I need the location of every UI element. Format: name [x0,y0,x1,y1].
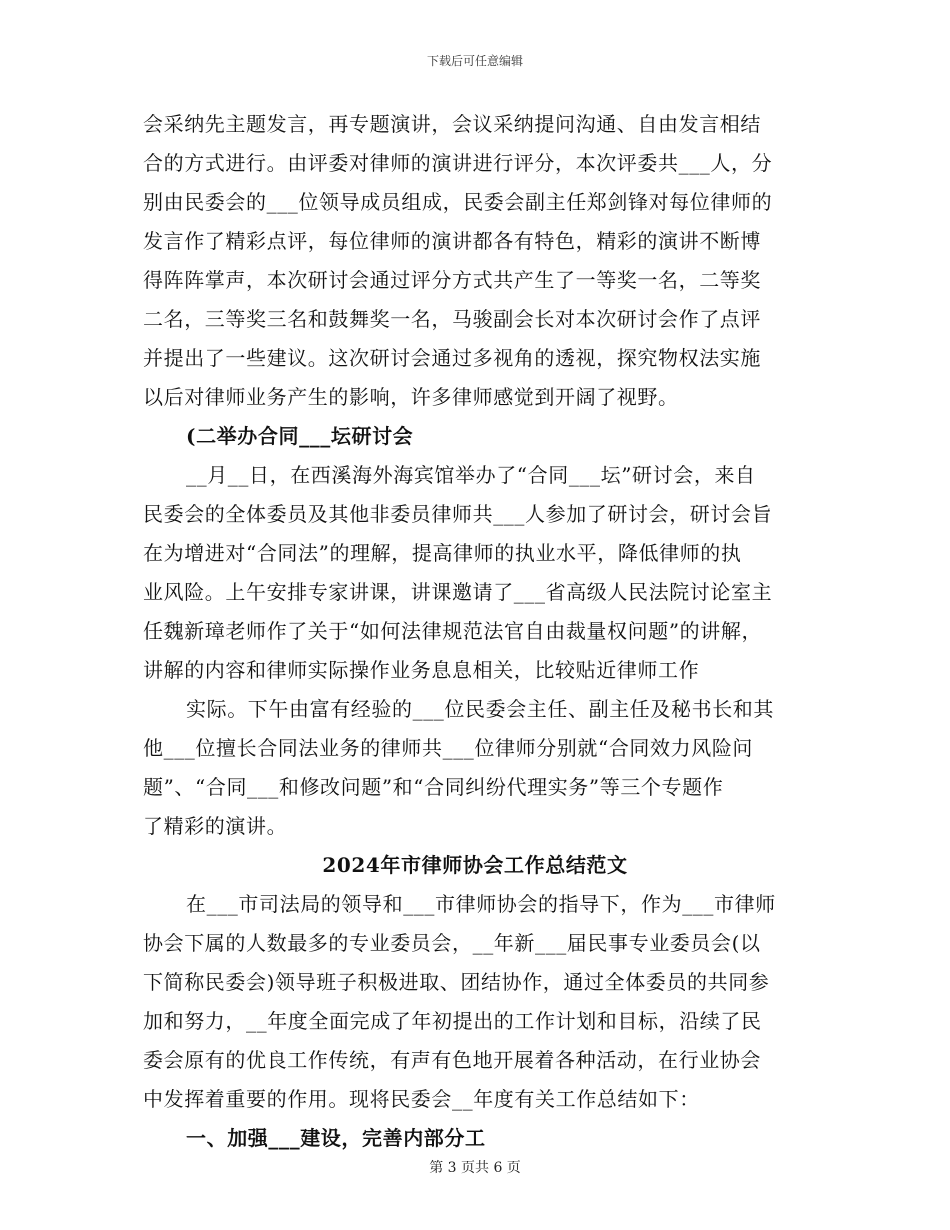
section-heading: 一、加强___建设，完善内部分工 [186,1126,486,1150]
body-line: 合的方式进行。由评委对律师的演讲进行评分，本次评委共___人，分 [143,151,773,175]
document-title: 2024年市律师协会工作总结范文 [322,853,628,877]
body-line: 实际。下午由富有经验的___位民委会主任、副主任及秘书长和其 [186,697,774,721]
body-line: 别由民委会的___位领导成员组成，民委会副主任郑剑锋对每位律师的 [143,190,773,214]
body-line: 委会原有的优良工作传统，有声有色地开展着各种活动，在行业协会 [143,1048,761,1072]
body-line: 会采纳先主题发言，再专题演讲，会议采纳提问沟通、自由发言相结 [143,112,761,136]
body-line: 下简称民委会)领导班子积极进取、团结协作，通过全体委员的共同参 [143,970,770,994]
body-line: 发言作了精彩点评，每位律师的演讲都各有特色，精彩的演讲不断博 [143,229,761,253]
body-line: 业风险。上午安排专家讲课，讲课邀请了___省高级人民法院讨论室主 [143,580,773,604]
body-line: 在为增进对“合同法”的理解，提高律师的执业水平，降低律师的执 [143,541,742,565]
body-line: 二名，三等奖三名和鼓舞奖一名，马骏副会长对本次研讨会作了点评 [143,307,761,331]
body-line: 讲解的内容和律师实际操作业务息息相关，比较贴近律师工作 [143,658,700,682]
section-heading: (二举办合同___坛研讨会 [186,424,414,448]
body-line: 在___市司法局的领导和___市律师协会的指导下，作为___市律师 [186,892,776,916]
body-line: 并提出了一些建议。这次研讨会通过多视角的透视，探究物权法实施 [143,346,761,370]
body-line: 中发挥着重要的作用。现将民委会__年度有关工作总结如下： [143,1087,700,1111]
body-line: 民委会的全体委员及其他非委员律师共___人参加了研讨会，研讨会旨 [143,502,773,526]
body-line: 得阵阵掌声，本次研讨会通过评分方式共产生了一等奖一名，二等奖 [143,268,761,292]
body-line: __月__日，在西溪海外海宾馆举办了“合同___坛”研讨会，来自 [186,463,756,487]
body-line: 任魏新璋老师作了关于“如何法律规范法官自由裁量权问题”的讲解， [143,619,763,643]
body-line: 他___位擅长合同法业务的律师共___位律师分别就“合同效力风险问 [143,736,754,760]
body-line: 加和努力，__年度全面完成了年初提出的工作计划和目标，沿续了民 [143,1009,762,1033]
body-line: 协会下属的人数最多的专业委员会，__年新___届民事专业委员会(以 [143,931,761,955]
page-header: 下载后可任意编辑 [426,54,523,68]
body-line: 了精彩的演讲。 [143,814,288,838]
page-footer: 第 3 页共 6 页 [429,1160,521,1176]
body-line: 题”、“合同___和修改问题”和“合同纠纷代理实务”等三个专题作 [143,775,724,799]
body-line: 以后对律师业务产生的影响，许多律师感觉到开阔了视野。 [143,385,679,409]
